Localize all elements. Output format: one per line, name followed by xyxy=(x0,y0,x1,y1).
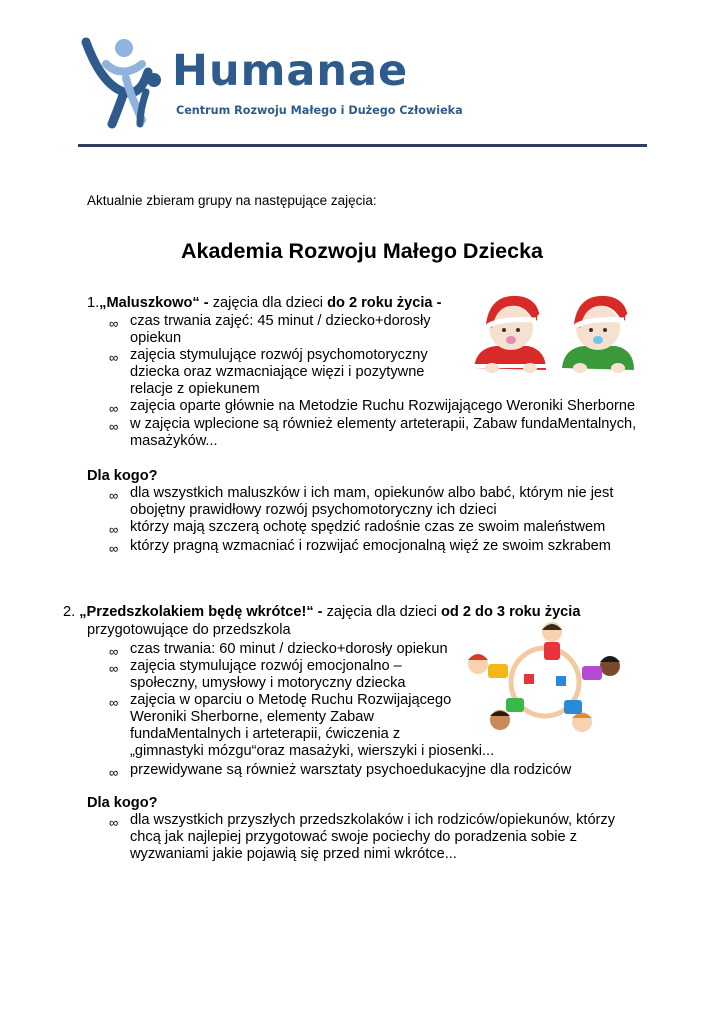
section2-age: od 2 do 3 roku życia xyxy=(440,604,581,620)
brand-name: Humanae xyxy=(172,46,409,96)
section1-age: do 2 roku życia - xyxy=(327,295,442,311)
section2-name: „Przedszkolakiem będę wkrótce!“ - xyxy=(79,604,323,620)
list-item: zajęcia stymulujące rozwój psychomotoryczny dziecka oraz wzmacniające więzi i pozytywne relacje z opiekunem xyxy=(130,347,428,397)
list-item: czas trwania: 60 minut / dziecko+dorosły opiekun xyxy=(130,641,448,657)
list-item: zajęcia stymulujące rozwój emocjonalno – społeczny, umysłowy i motoryczny dziecka xyxy=(130,658,406,691)
list-item: dla wszystkich maluszków i ich mam, opiekunów albo babć, którym nie jest obojętny prawidłowy rozwój psychomotoryczny ich dzieci xyxy=(130,485,614,518)
bullet-icon: ∞ xyxy=(109,695,119,710)
section1-name: „Maluszkowo“ - xyxy=(99,295,209,311)
bullet-icon: ∞ xyxy=(109,765,119,780)
list-item: którzy mają szczerą ochotę spędzić radośnie czas ze swoim maleństwem xyxy=(130,519,606,535)
bullet-icon: ∞ xyxy=(109,488,119,503)
bullet-icon: ∞ xyxy=(109,661,119,676)
section1-heading: 1.„Maluszkowo“ - zajęcia dla dzieci do 2 roku życia - xyxy=(87,295,442,311)
bullet-icon: ∞ xyxy=(109,419,119,434)
bullet-icon: ∞ xyxy=(109,522,119,537)
section2-who-heading: Dla kogo? xyxy=(87,795,158,811)
brand-subtitle: Centrum Rozwoju Małego i Dużego Człowieka xyxy=(176,104,463,117)
list-item: w zajęcia wplecione są również elementy arteterapii, Zabaw fundaMentalnych, masażyków... xyxy=(130,416,637,449)
list-item: przewidywane są również warsztaty psychoedukacyjne dla rodziców xyxy=(130,762,572,778)
section2-heading: 2. „Przedszkolakiem będę wkrótce!“ - zajęcia dla dzieci od 2 do 3 roku życia xyxy=(63,604,581,620)
bullet-icon: ∞ xyxy=(109,644,119,659)
list-item: zajęcia w oparciu o Metodę Ruchu Rozwijającego Weroniki Sherborne, elementy Zabaw fundaMentalnych i arteterapii, ćwiczenia z „gimnastyki mózgu“oraz masażyki, wierszyki i piosenki... xyxy=(130,692,495,759)
bullet-icon: ∞ xyxy=(109,316,119,331)
bullet-icon: ∞ xyxy=(109,350,119,365)
babies-illustration xyxy=(466,288,646,378)
list-item: zajęcia oparte głównie na Metodzie Ruchu Rozwijającego Weroniki Sherborne xyxy=(130,398,636,414)
section2-subtitle: przygotowujące do przedszkola xyxy=(87,622,291,638)
list-item: dla wszystkich przyszłych przedszkolaków i ich rodziców/opiekunów, którzy chcą jak najlepiej przygotować swoje pociechy do poradzenia sobie z wyzwaniami jakie pojawią się przed nimi wkrótce... xyxy=(130,812,616,862)
list-item: czas trwania zajęć: 45 minut / dziecko+dorosły opiekun xyxy=(130,313,431,346)
bullet-icon: ∞ xyxy=(109,401,119,416)
page-title: Akademia Rozwoju Małego Dziecka xyxy=(180,239,543,263)
bullet-icon: ∞ xyxy=(109,541,119,556)
section1-who-heading: Dla kogo? xyxy=(87,468,158,484)
list-item: którzy pragną wzmacniać i rozwijać emocjonalną więź ze swoim szkrabem xyxy=(130,538,611,554)
header-divider xyxy=(78,144,647,147)
children-circle-illustration xyxy=(464,620,626,738)
bullet-icon: ∞ xyxy=(109,815,119,830)
intro-text: Aktualnie zbieram grupy na następujące zajęcia: xyxy=(87,193,377,208)
